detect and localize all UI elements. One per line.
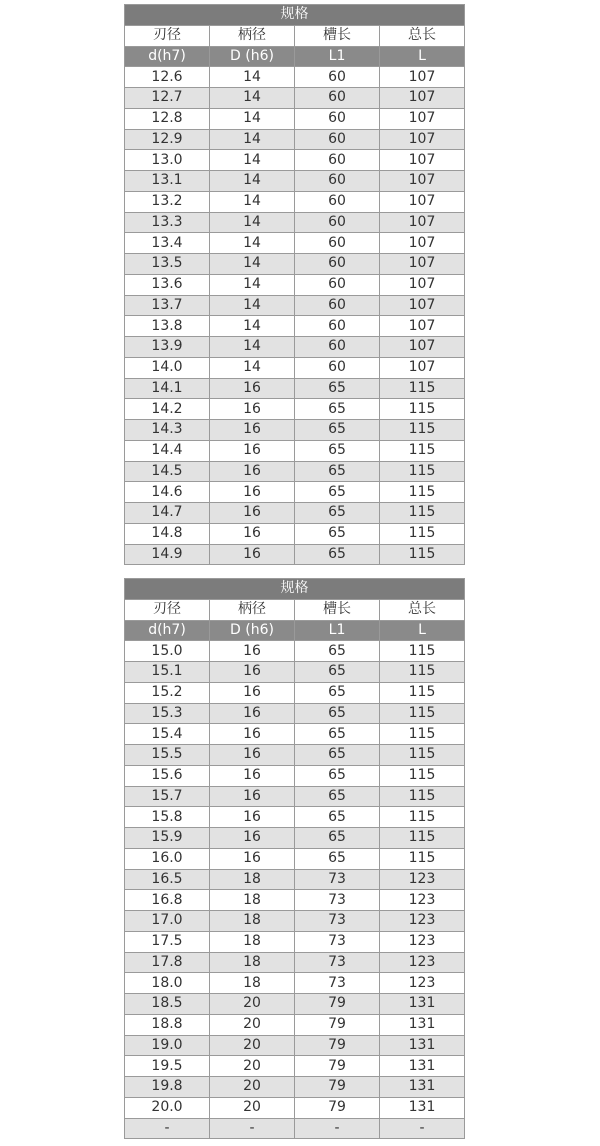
- table-row: [125, 171, 465, 192]
- table-cell: 65: [295, 420, 380, 441]
- column-header: 刃径: [125, 599, 210, 620]
- table-cell: 65: [295, 544, 380, 565]
- table-cell: 107: [380, 129, 465, 150]
- table-cell: 13.5: [125, 254, 210, 275]
- table-row: [125, 482, 465, 503]
- table-cell: 60: [295, 150, 380, 171]
- table-cell: 115: [380, 828, 465, 849]
- table-row: [125, 703, 465, 724]
- table-cell: 65: [295, 724, 380, 745]
- table-cell: 60: [295, 295, 380, 316]
- table-cell: 14: [210, 212, 295, 233]
- table-cell: 16: [210, 461, 295, 482]
- table-cell: 16: [210, 482, 295, 503]
- table-cell: 107: [380, 67, 465, 88]
- column-subheader: L1: [295, 620, 380, 641]
- table-cell: 16: [210, 724, 295, 745]
- table-cell: 115: [380, 399, 465, 420]
- table-row: [125, 440, 465, 461]
- table-cell: 15.7: [125, 786, 210, 807]
- table-cell: 115: [380, 765, 465, 786]
- table-cell: 60: [295, 108, 380, 129]
- table-cell: 16: [210, 848, 295, 869]
- subheader-row: [125, 46, 465, 67]
- table-row: [125, 544, 465, 565]
- table-cell: 16: [210, 399, 295, 420]
- column-subheader: L: [380, 620, 465, 641]
- table-cell: 73: [295, 911, 380, 932]
- table-cell: 16: [210, 682, 295, 703]
- table-cell: 131: [380, 1014, 465, 1035]
- table-cell: 16: [210, 641, 295, 662]
- table-cell: 13.7: [125, 295, 210, 316]
- table-cell: 16: [210, 745, 295, 766]
- table-cell: 20: [210, 994, 295, 1015]
- table-cell: 79: [295, 1097, 380, 1118]
- table-cell: 13.6: [125, 274, 210, 295]
- table-cell: 16: [210, 544, 295, 565]
- spec-table-2: [124, 578, 465, 1139]
- table-cell: 115: [380, 440, 465, 461]
- table-cell: 60: [295, 88, 380, 109]
- table-cell: 16: [210, 420, 295, 441]
- table-cell: 73: [295, 890, 380, 911]
- table-cell: 18.8: [125, 1014, 210, 1035]
- table-cell: 115: [380, 703, 465, 724]
- table-row: [125, 212, 465, 233]
- table-row: [125, 1097, 465, 1118]
- table-row: [125, 129, 465, 150]
- table-row: [125, 786, 465, 807]
- table-cell: 16: [210, 765, 295, 786]
- table-cell: 60: [295, 274, 380, 295]
- table-cell: 14.4: [125, 440, 210, 461]
- table-row: [125, 890, 465, 911]
- table-cell: 16: [210, 703, 295, 724]
- table-cell: 107: [380, 150, 465, 171]
- table-cell: 115: [380, 482, 465, 503]
- table-row: [125, 503, 465, 524]
- table-cell: 115: [380, 807, 465, 828]
- table-row: [125, 461, 465, 482]
- table-cell: 18: [210, 911, 295, 932]
- table-cell: 20: [210, 1014, 295, 1035]
- table-cell: 16: [210, 828, 295, 849]
- table-cell: 115: [380, 461, 465, 482]
- table-row: [125, 641, 465, 662]
- table-row: [125, 973, 465, 994]
- table-cell: 12.9: [125, 129, 210, 150]
- table-cell: 65: [295, 440, 380, 461]
- table-row: [125, 295, 465, 316]
- table-row: [125, 191, 465, 212]
- table-cell: 107: [380, 254, 465, 275]
- table-cell: 131: [380, 1077, 465, 1098]
- table-row: [125, 1118, 465, 1139]
- table-cell: 107: [380, 212, 465, 233]
- table-cell: 65: [295, 503, 380, 524]
- table-cell: 107: [380, 108, 465, 129]
- table-cell: 20: [210, 1077, 295, 1098]
- table-cell: 115: [380, 420, 465, 441]
- table-cell: 115: [380, 641, 465, 662]
- table-title-row: [125, 579, 465, 600]
- table-row: [125, 869, 465, 890]
- table-row: [125, 316, 465, 337]
- table-row: [125, 952, 465, 973]
- table-cell: 14.3: [125, 420, 210, 441]
- table-cell: 16: [210, 503, 295, 524]
- table-row: [125, 994, 465, 1015]
- table-cell: 65: [295, 682, 380, 703]
- table-row: [125, 399, 465, 420]
- table-cell: 14: [210, 316, 295, 337]
- table-cell: 14.5: [125, 461, 210, 482]
- table-cell: -: [380, 1118, 465, 1139]
- table-row: [125, 150, 465, 171]
- table-cell: 60: [295, 233, 380, 254]
- table-row: [125, 745, 465, 766]
- table-row: [125, 724, 465, 745]
- table-cell: 15.5: [125, 745, 210, 766]
- table-cell: 65: [295, 703, 380, 724]
- table-cell: 12.8: [125, 108, 210, 129]
- table-cell: 15.4: [125, 724, 210, 745]
- table-cell: 12.7: [125, 88, 210, 109]
- table-cell: 107: [380, 295, 465, 316]
- table-row: [125, 233, 465, 254]
- table-cell: 14: [210, 337, 295, 358]
- table-cell: 115: [380, 682, 465, 703]
- table-cell: 65: [295, 461, 380, 482]
- table-cell: 115: [380, 745, 465, 766]
- table-cell: 115: [380, 724, 465, 745]
- table-cell: 107: [380, 191, 465, 212]
- table-row: [125, 911, 465, 932]
- table-cell: 79: [295, 1014, 380, 1035]
- table-cell: 65: [295, 378, 380, 399]
- table-cell: 15.0: [125, 641, 210, 662]
- table-cell: 65: [295, 848, 380, 869]
- table-cell: -: [295, 1118, 380, 1139]
- table-cell: 131: [380, 1056, 465, 1077]
- table-title: 规格: [125, 579, 465, 600]
- subheader-row: [125, 620, 465, 641]
- table-cell: 12.6: [125, 67, 210, 88]
- table-cell: 17.8: [125, 952, 210, 973]
- table-cell: 18.0: [125, 973, 210, 994]
- table-cell: 60: [295, 171, 380, 192]
- table-cell: 17.0: [125, 911, 210, 932]
- table-cell: 60: [295, 337, 380, 358]
- column-header: 总长: [380, 599, 465, 620]
- column-header: 槽长: [295, 25, 380, 46]
- table-cell: 13.3: [125, 212, 210, 233]
- table-cell: 65: [295, 828, 380, 849]
- table-cell: 18: [210, 869, 295, 890]
- table-cell: 20: [210, 1035, 295, 1056]
- column-header: 槽长: [295, 599, 380, 620]
- table-cell: 115: [380, 503, 465, 524]
- table-cell: 13.4: [125, 233, 210, 254]
- table-cell: 60: [295, 191, 380, 212]
- table-cell: 16: [210, 662, 295, 683]
- table-cell: 14: [210, 274, 295, 295]
- table-cell: 115: [380, 848, 465, 869]
- table-cell: 123: [380, 869, 465, 890]
- table-cell: 73: [295, 973, 380, 994]
- table-cell: 123: [380, 931, 465, 952]
- table-cell: 65: [295, 807, 380, 828]
- table-row: [125, 765, 465, 786]
- column-header: 总长: [380, 25, 465, 46]
- table-cell: 16.8: [125, 890, 210, 911]
- table-cell: 123: [380, 890, 465, 911]
- table-cell: 14: [210, 88, 295, 109]
- table-cell: 18: [210, 952, 295, 973]
- column-header: 柄径: [210, 599, 295, 620]
- table-cell: 16: [210, 378, 295, 399]
- table-cell: 14.0: [125, 357, 210, 378]
- table-cell: 107: [380, 274, 465, 295]
- table-cell: 20: [210, 1097, 295, 1118]
- column-header: 柄径: [210, 25, 295, 46]
- table-cell: 60: [295, 212, 380, 233]
- table-cell: 14: [210, 357, 295, 378]
- column-subheader: L1: [295, 46, 380, 67]
- table-row: [125, 848, 465, 869]
- table-cell: 60: [295, 316, 380, 337]
- table-cell: 107: [380, 337, 465, 358]
- table-cell: 16: [210, 786, 295, 807]
- table-cell: 15.1: [125, 662, 210, 683]
- table-cell: 115: [380, 378, 465, 399]
- table-cell: 131: [380, 1097, 465, 1118]
- table-cell: 14: [210, 108, 295, 129]
- table-row: [125, 337, 465, 358]
- table-cell: 20.0: [125, 1097, 210, 1118]
- table-cell: 16.5: [125, 869, 210, 890]
- table-cell: 60: [295, 254, 380, 275]
- table-cell: 13.2: [125, 191, 210, 212]
- table-cell: 115: [380, 523, 465, 544]
- table-cell: 107: [380, 316, 465, 337]
- table-cell: 65: [295, 641, 380, 662]
- table-cell: 65: [295, 786, 380, 807]
- table-cell: 15.8: [125, 807, 210, 828]
- table-cell: 123: [380, 952, 465, 973]
- table-cell: 115: [380, 544, 465, 565]
- table-cell: 115: [380, 662, 465, 683]
- table-cell: 19.0: [125, 1035, 210, 1056]
- table-cell: 14.8: [125, 523, 210, 544]
- table-cell: 19.5: [125, 1056, 210, 1077]
- table-cell: 14.6: [125, 482, 210, 503]
- table-row: [125, 1035, 465, 1056]
- table-cell: 14.1: [125, 378, 210, 399]
- table-row: [125, 274, 465, 295]
- table-cell: 115: [380, 786, 465, 807]
- column-subheader: D (h6): [210, 46, 295, 67]
- table-cell: 14: [210, 150, 295, 171]
- table-cell: 14: [210, 129, 295, 150]
- table-cell: 79: [295, 1035, 380, 1056]
- table-cell: 107: [380, 88, 465, 109]
- table-row: [125, 357, 465, 378]
- table-cell: 123: [380, 973, 465, 994]
- table-row: [125, 378, 465, 399]
- table-row: [125, 88, 465, 109]
- column-subheader: d(h7): [125, 620, 210, 641]
- table-row: [125, 1014, 465, 1035]
- table-row: [125, 828, 465, 849]
- table-cell: 14: [210, 67, 295, 88]
- table-cell: 65: [295, 482, 380, 503]
- table-row: [125, 108, 465, 129]
- table-cell: 73: [295, 952, 380, 973]
- table-cell: 79: [295, 1056, 380, 1077]
- table-cell: 20: [210, 1056, 295, 1077]
- table-cell: 14: [210, 254, 295, 275]
- column-header: 刃径: [125, 25, 210, 46]
- table-cell: 14.9: [125, 544, 210, 565]
- table-cell: 14: [210, 295, 295, 316]
- table-cell: -: [125, 1118, 210, 1139]
- table-cell: 13.9: [125, 337, 210, 358]
- table-cell: 16: [210, 440, 295, 461]
- table-cell: 16: [210, 523, 295, 544]
- header-row: [125, 599, 465, 620]
- table-cell: 60: [295, 129, 380, 150]
- table-cell: 123: [380, 911, 465, 932]
- table-cell: 60: [295, 357, 380, 378]
- table-row: [125, 523, 465, 544]
- table-row: [125, 420, 465, 441]
- table-cell: 15.9: [125, 828, 210, 849]
- table-cell: 79: [295, 994, 380, 1015]
- table-cell: 14.2: [125, 399, 210, 420]
- table-title: 规格: [125, 5, 465, 26]
- table-cell: 13.0: [125, 150, 210, 171]
- table-cell: 60: [295, 67, 380, 88]
- table-cell: 15.2: [125, 682, 210, 703]
- table-cell: 107: [380, 357, 465, 378]
- table-cell: 65: [295, 745, 380, 766]
- table-cell: 16: [210, 807, 295, 828]
- table-cell: -: [210, 1118, 295, 1139]
- table-cell: 107: [380, 233, 465, 254]
- table-row: [125, 931, 465, 952]
- table-cell: 15.6: [125, 765, 210, 786]
- table-cell: 14: [210, 191, 295, 212]
- table-cell: 14.7: [125, 503, 210, 524]
- table-cell: 18: [210, 890, 295, 911]
- table-cell: 18.5: [125, 994, 210, 1015]
- table-cell: 65: [295, 765, 380, 786]
- table-cell: 131: [380, 1035, 465, 1056]
- table-title-row: [125, 5, 465, 26]
- table-cell: 131: [380, 994, 465, 1015]
- table-row: [125, 682, 465, 703]
- table-row: [125, 1077, 465, 1098]
- column-subheader: D (h6): [210, 620, 295, 641]
- table-cell: 73: [295, 869, 380, 890]
- table-row: [125, 254, 465, 275]
- table-cell: 65: [295, 662, 380, 683]
- table-cell: 18: [210, 931, 295, 952]
- table-cell: 15.3: [125, 703, 210, 724]
- table-cell: 16.0: [125, 848, 210, 869]
- table-cell: 14: [210, 233, 295, 254]
- table-cell: 65: [295, 399, 380, 420]
- table-cell: 79: [295, 1077, 380, 1098]
- header-row: [125, 25, 465, 46]
- table-row: [125, 67, 465, 88]
- table-cell: 17.5: [125, 931, 210, 952]
- table-cell: 73: [295, 931, 380, 952]
- table-cell: 65: [295, 523, 380, 544]
- table-row: [125, 662, 465, 683]
- table-cell: 107: [380, 171, 465, 192]
- column-subheader: d(h7): [125, 46, 210, 67]
- table-cell: 13.8: [125, 316, 210, 337]
- column-subheader: L: [380, 46, 465, 67]
- spec-table-1: [124, 4, 465, 565]
- table-cell: 13.1: [125, 171, 210, 192]
- table-row: [125, 807, 465, 828]
- table-cell: 14: [210, 171, 295, 192]
- table-cell: 19.8: [125, 1077, 210, 1098]
- table-row: [125, 1056, 465, 1077]
- table-cell: 18: [210, 973, 295, 994]
